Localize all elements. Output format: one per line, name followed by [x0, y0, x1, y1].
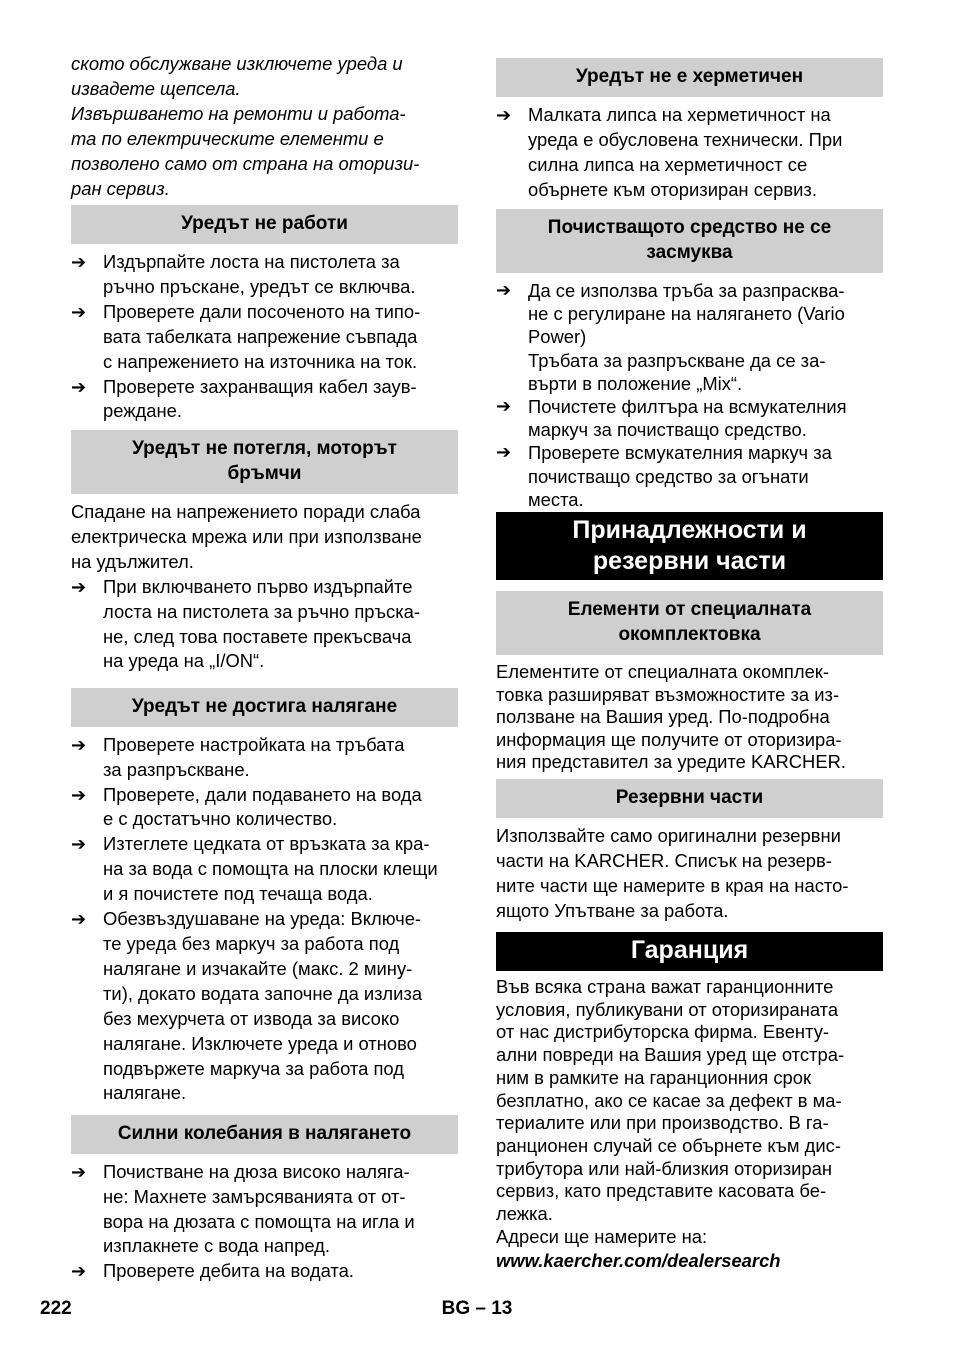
bullet-list — [71, 575, 458, 688]
heading-text: Почистващото средство не се — [547, 217, 832, 238]
text-line: лоста на пистолета за ръчно пръска- — [103, 600, 421, 622]
arrow-right-icon: ➔ — [71, 301, 87, 322]
text-line: Тръбата за разпръскване да се за- — [528, 349, 826, 371]
heading-text: Резервни части — [615, 787, 764, 808]
arrow-right-icon: ➔ — [71, 784, 87, 805]
text-line: извадете щепсела. — [71, 77, 241, 99]
text-line: товка разширяват възможностите за из- — [496, 683, 840, 705]
text-line: та по електрическите елементи е — [71, 127, 384, 149]
text-line: Спадане на напрежението поради слаба — [71, 501, 421, 522]
text-line: подвържете маркуча за работа под — [103, 1057, 404, 1079]
text-line: Обезвъздушаване на уреда: Включе- — [103, 908, 422, 930]
list-item — [71, 733, 458, 783]
bullet-list — [71, 1160, 458, 1285]
text-line: Почистване на дюза високо наляга- — [103, 1160, 410, 1182]
list-item — [71, 375, 458, 425]
text-line: Проверете настройката на тръбата — [103, 733, 405, 755]
text-line: Проверете, дали подаването на вода — [103, 783, 422, 805]
text-line: реждане. — [103, 400, 183, 422]
list-item — [496, 103, 883, 203]
heading-text: Уредът не е херметичен — [575, 66, 804, 87]
text-line: маркуч за почистващо средство. — [528, 419, 807, 441]
section-heading-no-pressure — [71, 688, 458, 727]
list-item — [71, 832, 458, 907]
body-paragraph — [496, 824, 883, 932]
list-item — [71, 1160, 458, 1260]
arrow-right-icon: ➔ — [496, 105, 512, 125]
list-item — [71, 300, 458, 375]
text-line: от нас дистрибуторска фирма. Евенту- — [496, 1021, 830, 1043]
bullet-list — [71, 733, 458, 1115]
arrow-right-icon: ➔ — [71, 252, 87, 272]
text-line: не: Махнете замърсяванията от от- — [103, 1185, 406, 1207]
text-line: и я почистете под течаща вода. — [103, 883, 373, 905]
heading-text: резервни части — [592, 546, 787, 575]
section-page-code: BG – 13 — [441, 1298, 513, 1319]
arrow-right-icon: ➔ — [71, 576, 87, 597]
text-line: без мехурчета от извода за високо — [103, 1007, 400, 1029]
text-line: места. — [528, 488, 584, 510]
list-item — [71, 575, 458, 675]
text-line: Изтеглете цедката от връзката за кра- — [103, 833, 430, 855]
heading-text: окомплектовка — [618, 623, 761, 645]
text-line: безплатно, ако се касае за дефект в ма- — [496, 1089, 842, 1111]
text-line: за разпръскване. — [103, 758, 250, 780]
intro-paragraph — [71, 52, 458, 205]
text-line: налягане. Изключете уреда и отново — [103, 1032, 417, 1054]
text-line: почистващо средство за огънати — [528, 465, 809, 487]
chapter-heading-warranty — [496, 932, 883, 971]
text-line: ран сервиз. — [71, 177, 170, 199]
text-line: изплакнете с вода напред. — [103, 1235, 330, 1257]
section-heading-detergent-not-sucked — [496, 209, 883, 273]
heading-text: Уредът не достига налягане — [131, 695, 398, 717]
text-line: ящото Упътване за работа. — [496, 899, 729, 921]
heading-text: Гаранция — [630, 936, 749, 964]
text-line: Проверете дали посоченото на типо- — [103, 300, 421, 322]
section-heading-pressure-fluctuations — [71, 1115, 458, 1154]
text-line: на удължител. — [71, 550, 194, 572]
body-paragraph — [71, 500, 458, 575]
text-line: уреда е обусловена технически. При — [528, 128, 843, 150]
list-item — [71, 907, 458, 1106]
chapter-heading-accessories — [496, 512, 883, 580]
text-line: не, след това поставете прекъсвача — [103, 625, 412, 647]
bullet-list — [496, 279, 883, 512]
text-line: Почистете филтъра на всмукателния — [528, 396, 847, 418]
text-line: налягане. — [103, 1082, 187, 1104]
list-item — [71, 250, 458, 300]
text-line: налягане и изчакайте (макс. 2 мину- — [103, 957, 413, 979]
text-line: ползване на Вашия уред. По-подробна — [496, 706, 830, 727]
text-line: електрическа мрежа или при използване — [71, 525, 422, 547]
arrow-right-icon: ➔ — [496, 280, 512, 300]
text-line: Проверете захранващия кабел заув- — [103, 375, 417, 397]
section-heading-device-not-working — [71, 205, 458, 244]
text-line: Адреси ще намерите на: — [496, 1225, 708, 1247]
text-line: териалите или при производство. В га- — [496, 1112, 829, 1134]
arrow-right-icon: ➔ — [71, 909, 87, 930]
arrow-right-icon: ➔ — [496, 396, 512, 417]
text-line: Издърпайте лоста на пистолета за — [103, 251, 400, 272]
text-line: При включването първо издърпайте — [103, 575, 413, 597]
text-line: ти), докато водата започне да излиза — [103, 982, 423, 1004]
list-item — [71, 1259, 458, 1284]
text-line: Да се използва тръба за разпрасква- — [528, 280, 845, 301]
body-paragraph — [496, 661, 883, 779]
arrow-right-icon: ➔ — [496, 442, 512, 463]
text-line: Извършването на ремонти и работа- — [71, 102, 406, 124]
list-item — [71, 783, 458, 833]
heading-text: Уредът не потегля, моторът — [132, 438, 397, 459]
text-line: не с регулиране на налягането (Vario — [528, 303, 845, 325]
section-heading-spare-parts — [496, 779, 883, 818]
text-line: лежка. — [496, 1203, 553, 1225]
text-line: Power) — [528, 326, 587, 348]
text-line: на уреда на „I/ON“. — [103, 650, 265, 672]
text-line: ранционен случай се обърнете към дис- — [496, 1134, 841, 1156]
page-number: 222 — [40, 1298, 72, 1319]
text-line: вора на дюзата с помощта на игла и — [103, 1210, 415, 1232]
text-line: Елементите от специалната окомплек- — [496, 661, 829, 682]
left-column — [71, 52, 458, 1284]
heading-text: Принадлежности и — [572, 516, 807, 544]
text-line: ним в рамките на гаранционния срок — [496, 1066, 812, 1088]
heading-text: Силни колебания в налягането — [117, 1122, 412, 1144]
text-line: информация ще получите от оторизира- — [496, 728, 842, 750]
list-item — [496, 441, 883, 511]
section-heading-special-accessories — [496, 591, 883, 655]
text-line: сервиз, като представите касовата бе- — [496, 1180, 827, 1202]
heading-text: засмуква — [646, 241, 733, 263]
text-line: те уреда без маркуч за работа под — [103, 932, 400, 954]
text-line: позволено само от страна на оторизи- — [71, 152, 420, 174]
text-line: трибутора или най-близкия оторизиран — [496, 1157, 833, 1179]
arrow-right-icon: ➔ — [71, 734, 87, 755]
text-line: на за вода с помощта на плоски клещи — [103, 858, 438, 880]
arrow-right-icon: ➔ — [71, 376, 87, 397]
text-line: е с достатъчно количество. — [103, 808, 338, 830]
text-line: вата табелката напрежение съвпада — [103, 325, 418, 347]
text-line: ални повреди на Вашия уред ще отстра- — [496, 1044, 845, 1066]
heading-text: бръмчи — [227, 462, 302, 484]
text-line: ското обслужване изключете уреда и — [71, 53, 403, 74]
list-item — [496, 395, 883, 441]
text-line: Малката липса на херметичност на — [528, 104, 831, 125]
text-line: части на KARCHER. Списък на резерв- — [496, 849, 832, 871]
right-column — [496, 58, 883, 1274]
arrow-right-icon: ➔ — [71, 1261, 87, 1282]
heading-text: Елементи от специалната — [567, 599, 812, 620]
text-line: Проверете дебита на водата. — [103, 1260, 354, 1282]
text-line: Във всяка страна важат гаранционните — [496, 976, 834, 997]
dealer-search-link[interactable]: www.kaercher.com/dealersearch — [496, 1250, 781, 1272]
heading-text: Уредът не работи — [181, 213, 348, 234]
text-line: обърнете към оторизиран сервиз. — [528, 178, 817, 200]
text-line: Проверете всмукателния маркуч за — [528, 442, 832, 464]
arrow-right-icon: ➔ — [71, 1161, 87, 1182]
text-line: Използвайте само оригинални резервни — [496, 825, 841, 846]
text-line: с напрежението на източника на ток. — [103, 350, 418, 372]
list-item — [496, 279, 883, 395]
text-line: силна липса на херметичност се — [528, 153, 808, 175]
body-paragraph — [496, 976, 883, 1274]
text-line: условия, публикувани от оторизираната — [496, 998, 839, 1020]
arrow-right-icon: ➔ — [71, 834, 87, 855]
section-heading-not-sealed — [496, 58, 883, 97]
text-line: върти в положение „Mix“. — [528, 372, 743, 394]
text-line: ните части ще намерите в края на насто- — [496, 874, 849, 896]
section-heading-motor-hums — [71, 430, 458, 494]
text-line: ръчно пръскане, уредът се включва. — [103, 275, 416, 297]
text-line: ния представител за уредите KARCHER. — [496, 751, 846, 772]
bullet-list — [71, 250, 458, 430]
bullet-list — [496, 103, 883, 209]
